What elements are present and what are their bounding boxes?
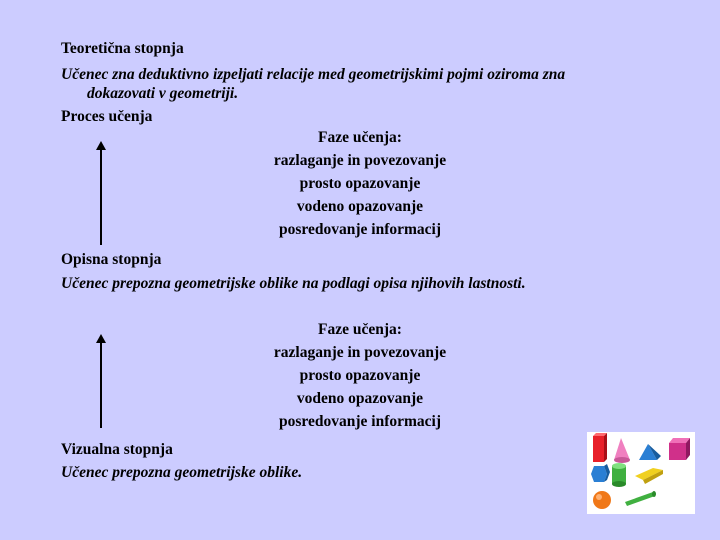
phases-lower-title: Faze učenja: bbox=[318, 321, 402, 338]
phases-lower-item: prosto opazovanje bbox=[299, 367, 421, 384]
upward-arrow-upper bbox=[94, 141, 108, 247]
visual-heading: Vizualna stopnja bbox=[61, 441, 173, 458]
phases-upper-item: vodeno opazovanje bbox=[296, 198, 424, 215]
theoretical-description-line1: Učenec zna deduktivno izpeljati relacije med geometrijskimi pojmi oziroma zna bbox=[61, 66, 566, 83]
process-heading: Proces učenja bbox=[61, 108, 153, 125]
phases-lower-item: posredovanje informacij bbox=[278, 413, 442, 430]
theoretical-heading: Teoretična stopnja bbox=[61, 40, 184, 57]
phases-upper-item: prosto opazovanje bbox=[299, 175, 421, 192]
phases-lower-item: razlaganje in povezovanje bbox=[273, 344, 447, 361]
phases-upper bbox=[230, 126, 490, 241]
descriptive-heading: Opisna stopnja bbox=[61, 251, 162, 268]
descriptive-description: Učenec prepozna geometrijske oblike na podlagi opisa njihovih lastnosti. bbox=[61, 275, 526, 292]
phases-lower bbox=[230, 318, 490, 433]
upward-arrow-lower bbox=[94, 334, 108, 430]
visual-description: Učenec prepozna geometrijske oblike. bbox=[61, 464, 303, 481]
geometric-shapes-icon bbox=[587, 432, 695, 514]
phases-upper-item: razlaganje in povezovanje bbox=[273, 152, 447, 169]
phases-lower-item: vodeno opazovanje bbox=[296, 390, 424, 407]
phases-upper-title: Faze učenja: bbox=[318, 129, 402, 146]
phases-upper-item: posredovanje informacij bbox=[278, 221, 442, 238]
theoretical-description-line2: dokazovati v geometriji. bbox=[87, 85, 239, 102]
